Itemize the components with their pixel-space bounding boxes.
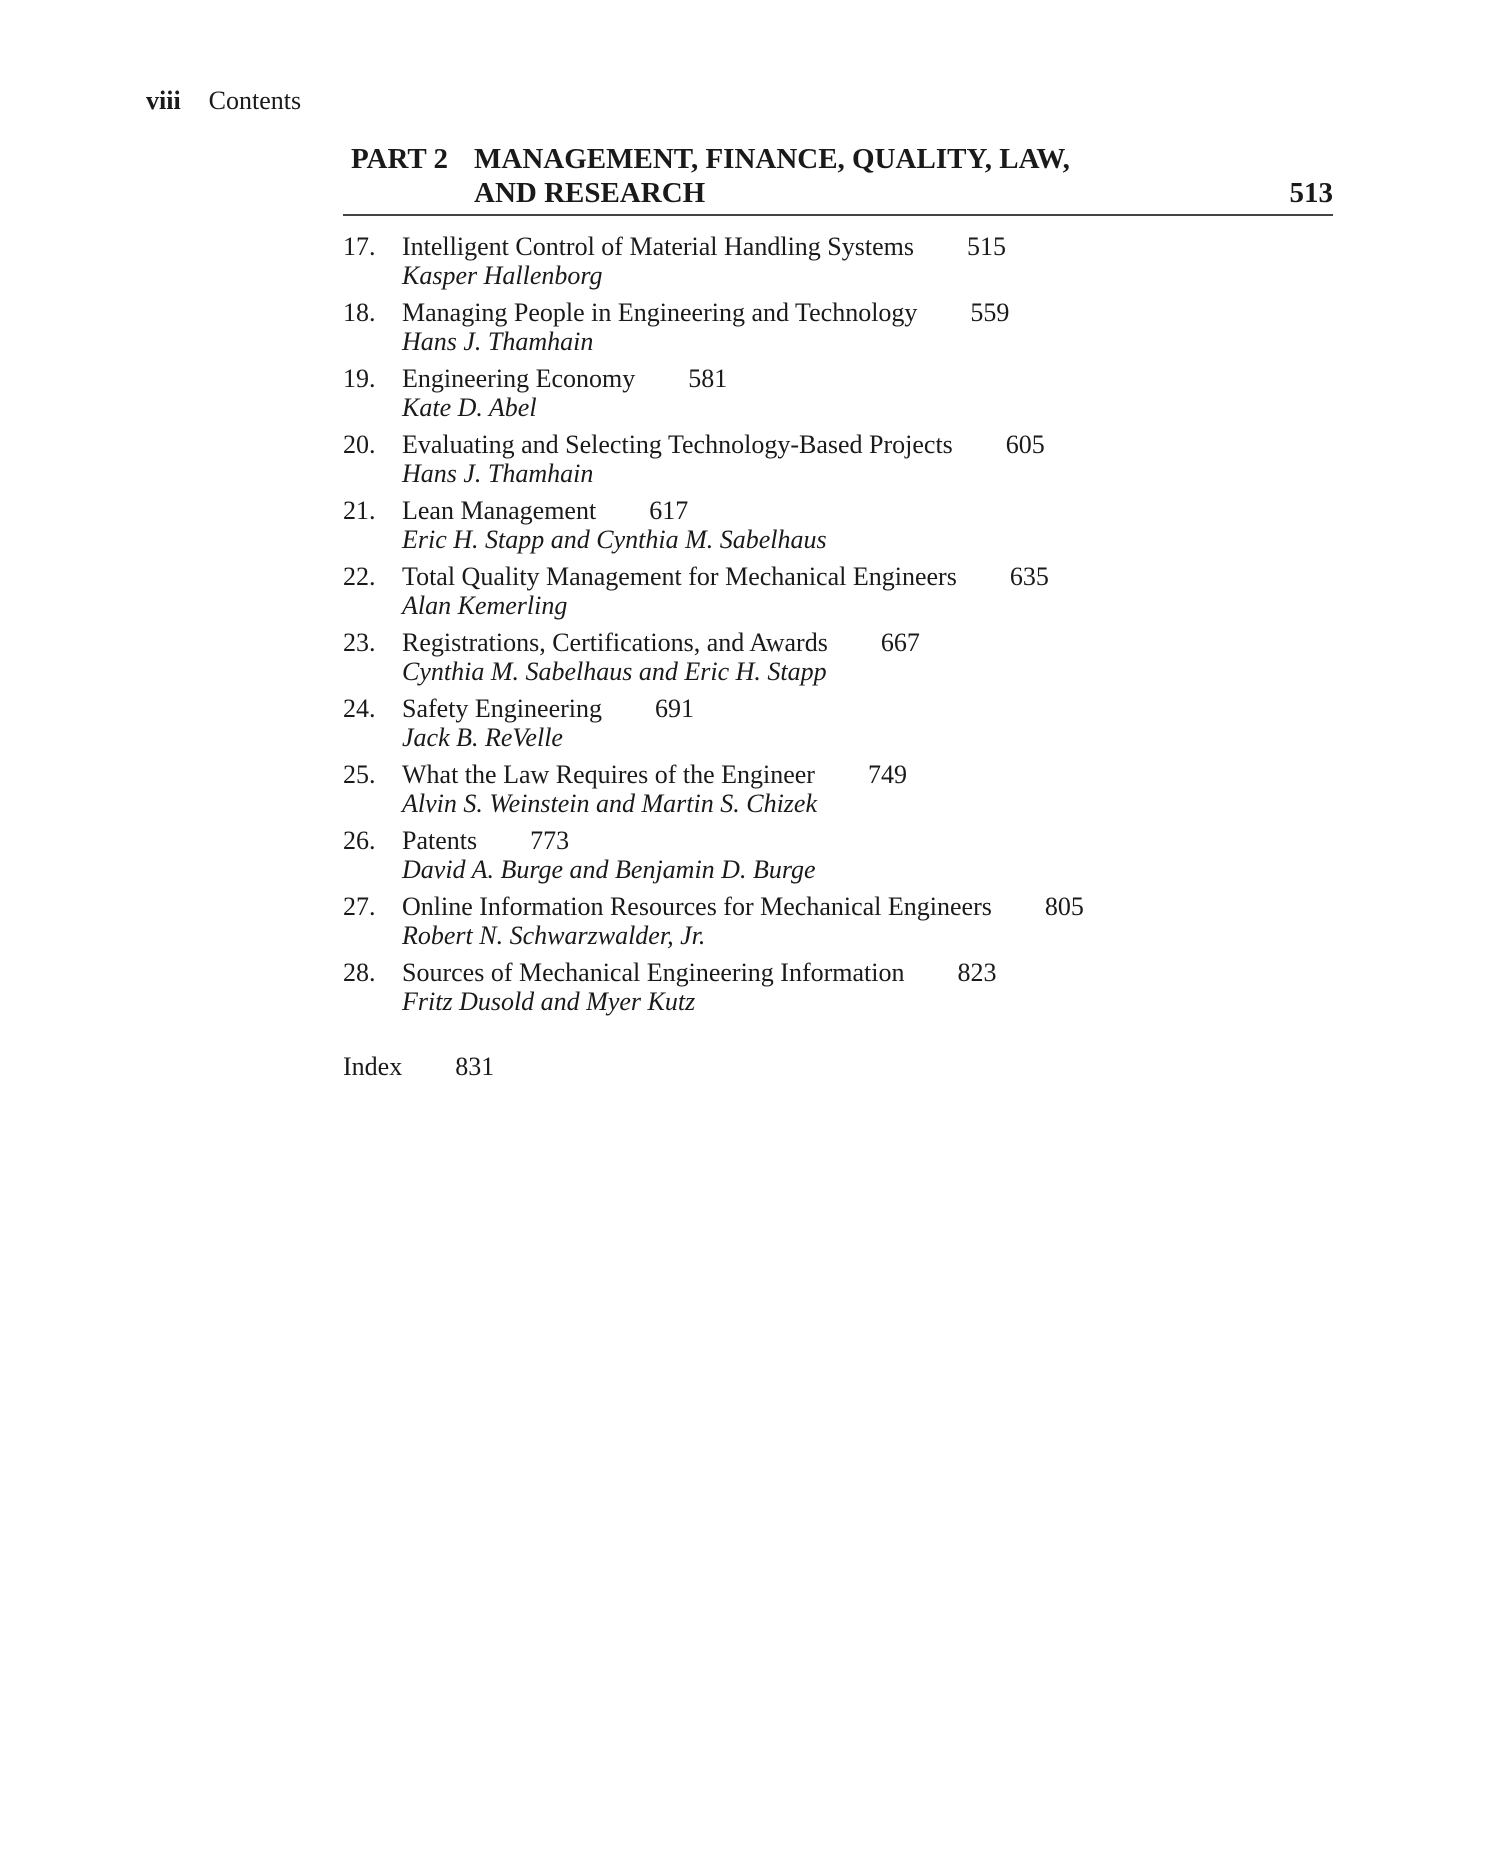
chapter-page: 559 [970,298,1010,327]
chapter-page: 617 [649,496,689,525]
heading-rule [343,214,1333,216]
chapter-title: Engineering Economy [402,364,636,393]
chapter-author: Kasper Hallenborg [402,261,603,290]
chapter-number: 23. [343,628,376,657]
toc-index-entry[interactable] [343,1052,494,1082]
chapter-page: 667 [880,628,920,657]
chapter-number: 18. [343,298,376,327]
chapter-page: 635 [1009,562,1049,591]
part-page: 513 [1289,177,1333,209]
chapter-title: Intelligent Control of Material Handling Systems [402,232,914,261]
chapter-title: Total Quality Management for Mechanical Engineers [402,562,957,591]
chapter-number: 27. [343,892,376,921]
chapter-title: Sources of Mechanical Engineering Information [402,958,905,987]
chapter-page: 605 [1005,430,1045,459]
chapter-number: 19. [343,364,376,393]
chapter-page: 773 [530,826,570,855]
chapter-author: Kate D. Abel [402,393,537,422]
chapter-title: Managing People in Engineering and Technology [402,298,918,327]
chapter-page: 581 [688,364,728,393]
running-title: Contents [208,86,302,115]
chapter-page: 749 [867,760,907,789]
part-title-line2: AND RESEARCH [474,177,706,209]
chapter-author: Jack B. ReVelle [402,723,563,752]
chapter-number: 26. [343,826,376,855]
chapter-number: 17. [343,232,376,261]
index-label: Index [343,1052,403,1081]
chapter-author: Robert N. Schwarzwalder, Jr. [402,921,706,950]
chapter-page: 691 [655,694,694,723]
chapter-title: Safety Engineering [402,694,602,723]
chapter-number: 24. [343,694,376,723]
chapter-author: Hans J. Thamhain [402,327,594,356]
index-page: 831 [455,1052,495,1081]
chapter-number: 20. [343,430,376,459]
chapter-title: Registrations, Certifications, and Awards [402,628,828,657]
chapter-number: 22. [343,562,376,591]
chapter-page: 515 [966,232,1006,261]
chapter-title: What the Law Requires of the Engineer [402,760,815,789]
chapter-number: 25. [343,760,376,789]
chapter-author: Hans J. Thamhain [402,459,594,488]
chapter-page: 805 [1044,892,1084,921]
chapter-author: David A. Burge and Benjamin D. Burge [402,855,816,884]
chapter-number: 21. [343,496,376,525]
chapter-author: Fritz Dusold and Myer Kutz [402,987,696,1016]
part-label: PART 2 [351,143,448,175]
chapter-page: 823 [957,958,997,987]
chapter-title: Online Information Resources for Mechanical Engineers [402,892,992,921]
part-title-line1: MANAGEMENT, FINANCE, QUALITY, LAW, [474,143,1070,175]
part-heading [351,142,1333,210]
page-number: viii [146,86,181,115]
chapter-number: 28. [343,958,376,987]
chapter-author: Eric H. Stapp and Cynthia M. Sabelhaus [402,525,827,554]
chapter-author: Cynthia M. Sabelhaus and Eric H. Stapp [402,657,827,686]
running-head [146,86,301,116]
chapter-title: Patents [402,826,478,855]
chapter-author: Alvin S. Weinstein and Martin S. Chizek [402,789,817,818]
chapter-title: Lean Management [402,496,597,525]
chapter-title: Evaluating and Selecting Technology-Based Projects [402,430,953,459]
chapter-author: Alan Kemerling [402,591,568,620]
